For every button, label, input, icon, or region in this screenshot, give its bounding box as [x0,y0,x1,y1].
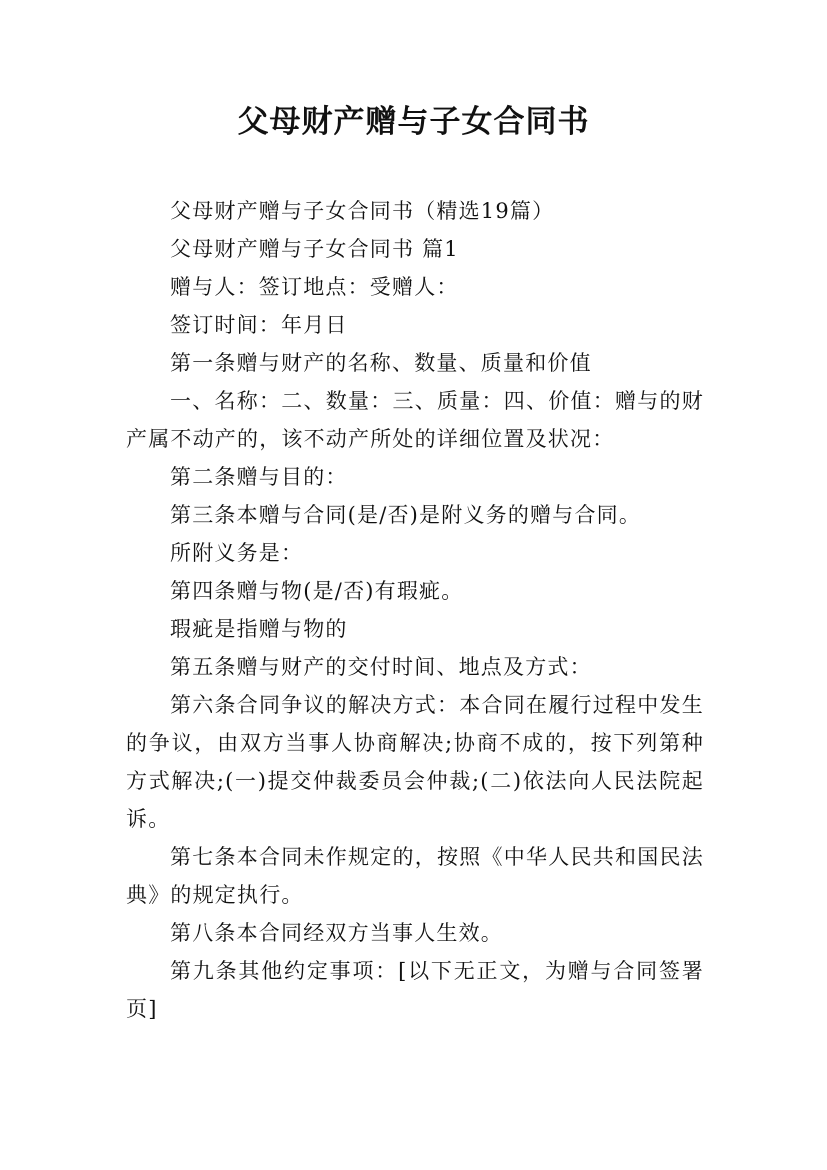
paragraph-article-1-detail: 一、名称：二、数量：三、质量：四、价值：赠与的财产属不动产的，该不动产所处的详细位置及状况： [126,389,704,451]
document-body [126,192,704,1028]
paragraph-article-9: 第九条其他约定事项：[以下无正文，为赠与合同签署页] [126,959,704,1021]
paragraph-article-7: 第七条本合同未作规定的，按照《中华人民共和国民法典》的规定执行。 [126,845,704,907]
paragraph-parties: 赠与人：签订地点：受赠人： [170,275,459,299]
paragraph-intro: 父母财产赠与子女合同书（精选19篇） [170,199,555,223]
paragraph-article-6: 第六条合同争议的解决方式：本合同在履行过程中发生的争议，由双方当事人协商解决;协商不成的，按下列第种方式解决;(一)提交仲裁委员会仲裁;(二)依法向人民法院起诉。 [126,693,704,831]
paragraph-section-heading: 父母财产赠与子女合同书 篇1 [170,237,459,261]
paragraph-article-2: 第二条赠与目的： [170,465,348,489]
paragraph-article-1: 第一条赠与财产的名称、数量、质量和价值 [170,351,592,375]
paragraph-article-4: 第四条赠与物(是/否)有瑕疵。 [170,579,464,603]
paragraph-defect: 瑕疵是指赠与物的 [170,617,348,641]
paragraph-obligation: 所附义务是： [170,541,304,565]
paragraph-article-8: 第八条本合同经双方当事人生效。 [170,921,503,945]
paragraph-article-5: 第五条赠与财产的交付时间、地点及方式： [170,655,592,679]
paragraph-sign-date: 签订时间：年月日 [170,313,348,337]
document-title: 父母财产赠与子女合同书 [237,104,590,140]
paragraph-article-3: 第三条本赠与合同(是/否)是附义务的赠与合同。 [170,503,642,527]
